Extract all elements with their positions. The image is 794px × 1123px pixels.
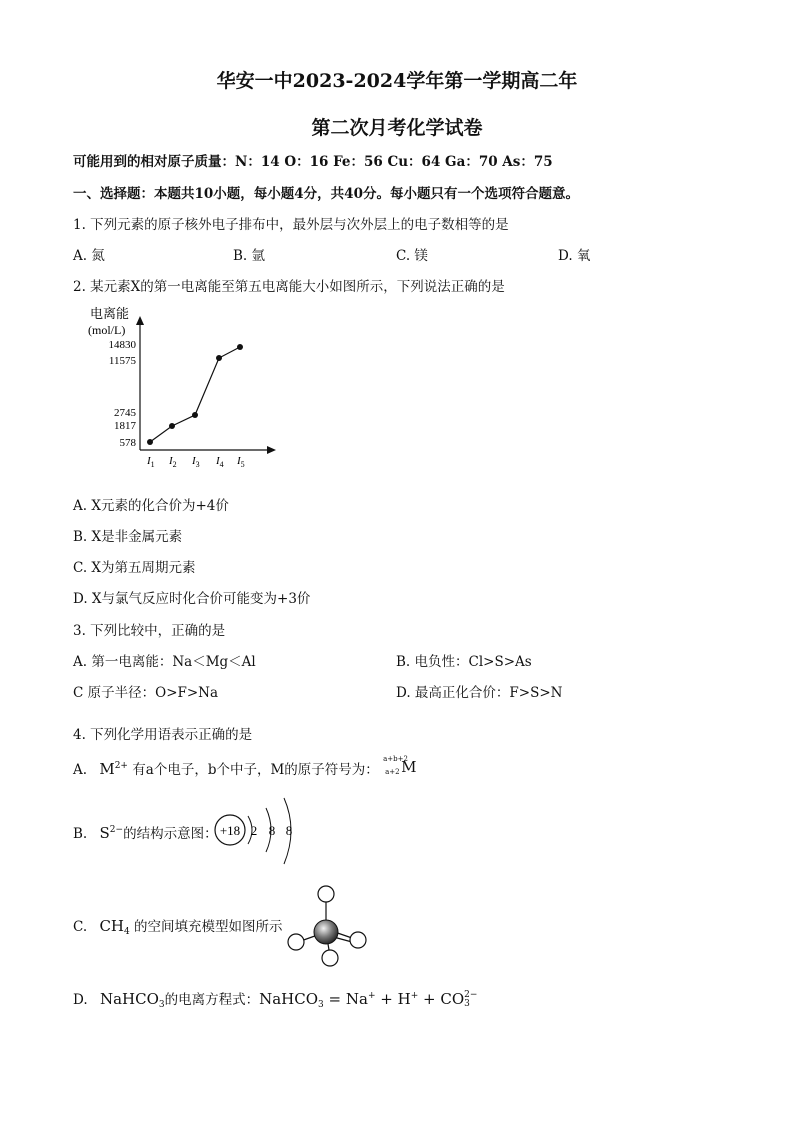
- nucleus-charge: +18: [219, 823, 241, 838]
- q4-d-prefix: D.: [73, 992, 88, 1008]
- q4-c-formula: CH: [99, 917, 124, 935]
- atomic-masses: 可能用到的相对原子质量：N：14 O：16 Fe：56 Cu：64 Ga：70 As：75: [73, 154, 553, 170]
- x-axis-arrow: [267, 446, 276, 454]
- q4-a-prefix: A.: [73, 762, 88, 778]
- y-tick-label: 2745: [114, 407, 136, 419]
- q2-option-b[interactable]: B. X是非金属元素: [73, 529, 183, 545]
- data-point: [216, 355, 222, 361]
- chart-ylabel: 电离能: [90, 306, 130, 321]
- methane-model: [280, 880, 380, 970]
- y-tick-label: 11575: [108, 355, 136, 367]
- q4-b-charge: 2−: [109, 825, 124, 835]
- equation-reactant: NaHCO: [259, 990, 319, 1008]
- q4-option-d[interactable]: [73, 988, 477, 1010]
- y-axis-arrow: [136, 316, 144, 325]
- hydrogen-atom-right: [350, 932, 366, 948]
- data-point: [192, 412, 198, 418]
- q4-a-ion: M: [99, 760, 115, 778]
- shell-3-electrons: 8: [285, 823, 293, 838]
- data-point: [147, 439, 153, 445]
- q3-option-c[interactable]: C 原子半径：O>F>Na: [73, 685, 219, 701]
- carbon-atom: [314, 920, 338, 944]
- series-line: [150, 347, 240, 442]
- q4-c-text: 的空间填充模型如图所示: [134, 919, 283, 935]
- q2-option-d[interactable]: D. X与氯气反应时化合价可能变为+3价: [73, 591, 311, 607]
- q3-option-b[interactable]: B. 电负性：Cl>S>As: [396, 654, 532, 670]
- x-tick-label: $I_5$: [237, 455, 245, 469]
- q4-a-charge: 2+: [114, 761, 128, 771]
- nuclide-mass-number: a+b+2: [383, 755, 408, 763]
- equation-co: + CO: [418, 990, 465, 1008]
- q4-b-text: 的结构示意图：: [123, 826, 218, 842]
- q4-option-a[interactable]: [73, 755, 417, 778]
- q1-option-c[interactable]: C. 镁: [396, 248, 428, 264]
- q4-d-formula: NaHCO: [99, 990, 159, 1008]
- hydrogen-atom-left: [288, 934, 304, 950]
- q3-option-a[interactable]: A. 第一电离能：Na＜Mg＜Al: [73, 654, 256, 670]
- q1-option-d[interactable]: D. 氧: [558, 248, 591, 264]
- y-tick-label: 1817: [114, 420, 136, 432]
- q1-option-a[interactable]: A. 氮: [73, 248, 105, 264]
- equation-co-sub: 3: [464, 999, 470, 1009]
- q4-option-c[interactable]: [73, 915, 283, 937]
- q1-option-b[interactable]: B. 氩: [233, 248, 266, 264]
- sulfide-structure-diagram: [210, 792, 310, 872]
- nuclide-symbol: [383, 755, 417, 778]
- nuclide-atomic-number: a+2: [385, 768, 400, 776]
- question-2-stem: 2. 某元素X的第一电离能至第五电离能大小如图所示，下列说法正确的是: [73, 279, 505, 295]
- x-tick-label: $I_4$: [216, 455, 224, 469]
- q2-option-a[interactable]: A. X元素的化合价为+4价: [73, 498, 229, 514]
- data-point: [237, 344, 243, 350]
- equation-na-charge: +: [367, 991, 376, 1001]
- equation-h: + H: [375, 990, 411, 1008]
- nuclide-element: M: [401, 758, 417, 776]
- q4-c-subscript: 4: [124, 927, 130, 937]
- equation-h-charge: +: [410, 991, 419, 1001]
- q4-d-text: 的电离方程式：: [164, 992, 260, 1008]
- q4-option-b[interactable]: [73, 822, 218, 842]
- q4-a-text: 有a个电子，b个中子，M的原子符号为：: [132, 762, 379, 778]
- q4-d-subscript: 3: [158, 1000, 165, 1010]
- y-tick-label: 14830: [108, 339, 136, 351]
- q2-option-c[interactable]: C. X为第五周期元素: [73, 560, 196, 576]
- x-tick-label: $I_3$: [192, 455, 200, 469]
- question-4-stem: 4. 下列化学用语表示正确的是: [73, 727, 253, 743]
- question-1-stem: 1. 下列元素的原子核外电子排布中，最外层与次外层上的电子数相等的是: [73, 217, 509, 233]
- chart-yunit: (mol/L): [88, 323, 126, 337]
- x-tick-label: $I_2$: [169, 455, 177, 469]
- equation-co-scripts: [464, 991, 477, 1009]
- hydrogen-atom-top: [318, 886, 334, 902]
- exam-title-line2: 第二次月考化学试卷: [311, 117, 483, 139]
- equation-reactant-sub: 3: [318, 1000, 324, 1010]
- shell-1-electrons: 2: [250, 823, 258, 838]
- q3-option-d[interactable]: D. 最高正化合价：F>S>N: [396, 685, 563, 701]
- q4-b-prefix: B.: [73, 826, 88, 842]
- hydrogen-atom-bottom: [322, 950, 338, 966]
- y-tick-label: 578: [119, 437, 136, 449]
- section-heading: 一、选择题：本题共10小题，每小题4分，共40分。每小题只有一个选项符合题意。: [73, 186, 579, 202]
- exam-title-line1: 华安一中2023-2024学年第一学期高二年: [216, 70, 578, 92]
- q4-c-prefix: C.: [73, 919, 88, 935]
- q4-b-ion: S: [99, 824, 110, 842]
- equation-na: = Na: [323, 990, 368, 1008]
- shell-2-electrons: 8: [268, 823, 276, 838]
- equation-co-charge: 2−: [464, 990, 478, 1000]
- x-tick-label: $I_1$: [147, 455, 155, 469]
- ionization-energy-chart: [80, 300, 290, 472]
- question-3-stem: 3. 下列比较中，正确的是: [73, 623, 226, 639]
- data-point: [169, 423, 175, 429]
